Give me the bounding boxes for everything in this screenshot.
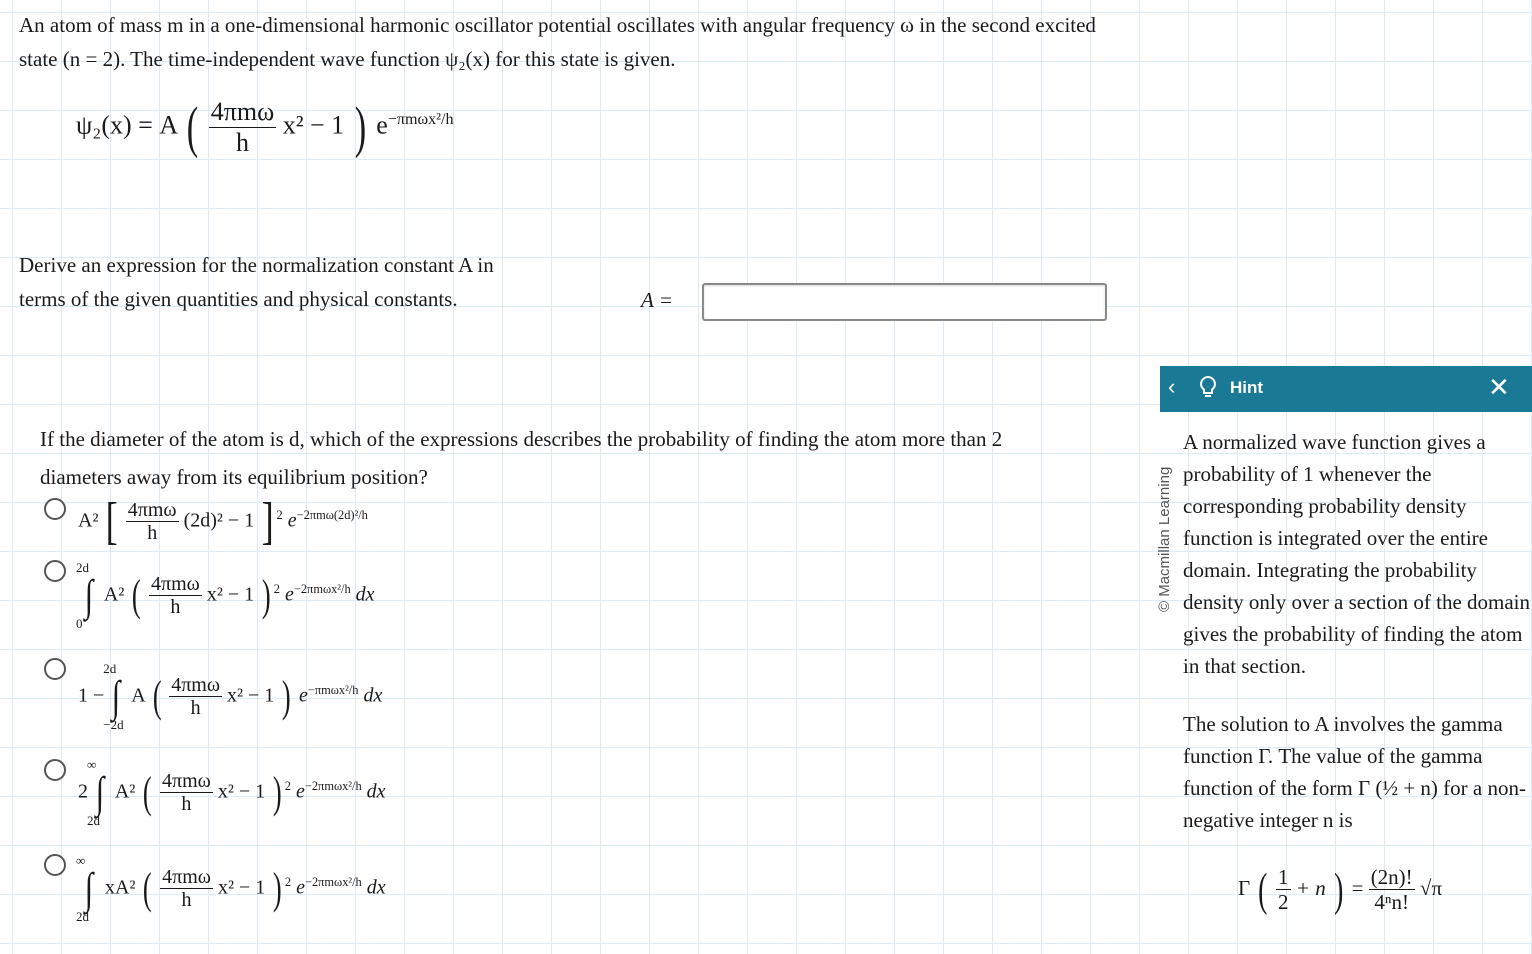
hint-back-button[interactable]: ‹	[1168, 374, 1176, 399]
opt4-power: 2	[284, 778, 291, 793]
opt2-num: 4πmω	[151, 573, 200, 595]
option-5-expression: ∞ ∫ 2d xA² ( $\frac{\text{4πmω}}{h}$ x² − 1 ) $^2$ $e^{-2\pi m\omega x^2/h}$ dx	[76, 853, 386, 924]
opt3-prefix: 1 −	[78, 684, 105, 707]
opt5-integral: ∞ ∫ 2d	[76, 853, 94, 924]
gamma-eq: =	[1351, 875, 1364, 900]
opt4-den: h	[181, 793, 192, 815]
gamma-half-den: 2	[1278, 890, 1289, 915]
opt4-paren-close: )	[273, 768, 282, 817]
gamma-half-num: 1	[1278, 865, 1289, 889]
opt3-upper: 2d	[103, 661, 117, 676]
gamma-formula	[1238, 866, 1442, 914]
opt2-pre: A²	[103, 583, 125, 606]
opt5-fraction	[160, 866, 213, 912]
option-1-expression: A² [ $\frac{\text{4πmω}}{h}$ (2d)² − 1 ] $^2$ $e^{-2\pi m\omega(2d)^2/h}$	[78, 493, 368, 550]
opt3-integral: 2d ∫ −2d	[103, 661, 124, 732]
opt4-upper: ∞	[87, 757, 97, 772]
opt4-pre: A²	[114, 780, 136, 803]
opt4-tail: dx	[366, 780, 386, 803]
hint-title: Hint	[1230, 378, 1264, 397]
question-text	[40, 420, 1140, 496]
opt1-fraction	[126, 499, 179, 545]
opt4-fraction	[160, 770, 213, 816]
opt3-pre: A	[131, 684, 145, 707]
option-radio-1[interactable]	[44, 498, 66, 520]
eq-exponent: −πmωx²/h	[387, 111, 454, 129]
opt1-power: 2	[276, 507, 283, 522]
opt2-tail: dx	[355, 583, 375, 606]
option-4-expression: 2 ∞ ∫ 2d A² ( $\frac{\text{4πmω}}{h}$ x² − 1 ) $^2$ $e^{-2\pi m\omega x^2/h}$ dx	[78, 757, 386, 828]
opt2-lower: 0	[76, 616, 83, 631]
opt5-inner: x² − 1	[217, 876, 266, 899]
opt5-upper: ∞	[76, 853, 86, 868]
macmillan-credit: © Macmillan Learning	[1156, 466, 1173, 612]
opt1-num: 4πmω	[127, 499, 177, 521]
opt1-den: h	[147, 522, 158, 544]
opt4-paren-open: (	[143, 768, 153, 817]
hint-paragraph-1: A normalized wave function gives a probability of 1 whenever the corresponding probability density function is integrated over the entire domain. Integrating the probability density only over a section of the domain gives the probability of finding the atom in that section.	[1183, 430, 1531, 678]
opt5-paren-close: )	[273, 864, 282, 913]
opt2-den: h	[170, 596, 181, 618]
opt2-upper: 2d	[76, 560, 89, 575]
opt3-fraction	[169, 674, 222, 720]
gamma-paren-open: (	[1258, 864, 1268, 916]
opt2-inner: x² − 1	[206, 583, 255, 606]
option-radio-5[interactable]	[44, 854, 66, 876]
option-radio-4[interactable]	[44, 759, 66, 781]
opt1-inner: (2d)² − 1	[183, 509, 255, 532]
opt1-bracket-open: [	[106, 493, 119, 550]
eq-frac-num: 4πmω	[210, 97, 275, 126]
hint-header	[1160, 366, 1532, 412]
wave-function-equation	[76, 96, 454, 160]
opt2-integral: 2d ∫ 0	[76, 560, 94, 631]
lightbulb-icon	[1198, 375, 1218, 406]
opt4-prefix: 2	[78, 780, 88, 803]
opt5-num: 4πmω	[162, 866, 211, 888]
gamma-rhs-num: (2n)!	[1370, 865, 1413, 889]
opt3-paren-close: )	[282, 672, 292, 721]
opt5-pre: xA²	[105, 876, 136, 899]
opt5-tail: dx	[366, 876, 386, 899]
gamma-half	[1276, 866, 1291, 914]
paren-open: (	[186, 96, 199, 160]
opt3-exp: −πmωx²/h	[307, 682, 359, 697]
opt5-paren-open: (	[143, 864, 153, 913]
opt3-paren-open: (	[152, 672, 162, 721]
opt1-bracket-close: ]	[261, 493, 274, 550]
opt2-paren-close: )	[262, 571, 271, 620]
opt5-den: h	[181, 889, 192, 911]
opt3-lower: −2d	[103, 717, 124, 732]
opt1-pre: A²	[78, 509, 99, 532]
gamma-rhs	[1369, 866, 1415, 914]
opt5-power: 2	[284, 874, 292, 889]
opt4-inner: x² − 1	[217, 780, 266, 803]
opt3-tail: dx	[363, 684, 383, 707]
answer-label: A =	[641, 288, 673, 312]
eq-frac-den: h	[235, 127, 249, 157]
opt5-exp: −2πmωx²/h	[304, 874, 362, 889]
opt4-exp: −2πmωx²/h	[304, 778, 362, 793]
option-radio-3[interactable]	[44, 658, 66, 680]
eq-fraction	[209, 98, 276, 157]
derive-text	[19, 248, 579, 316]
opt2-power: 2	[273, 581, 280, 596]
option-radio-2[interactable]	[44, 560, 66, 582]
gamma-symbol: Γ	[1238, 875, 1251, 900]
opt4-integral: ∞ ∫ 2d	[87, 757, 105, 828]
question-line-2: diameters away from its equilibrium position?	[40, 465, 428, 489]
opt3-num: 4πmω	[171, 674, 221, 696]
gamma-sqrt: √π	[1419, 875, 1443, 900]
option-3-expression: 1 − 2d ∫ −2d A ( $\frac{\text{4πmω}}{h}$ x² − 1 ) $e^{-\pi m\omega x^2/h}$ dx	[78, 661, 383, 732]
hint-body	[1183, 426, 1532, 836]
gamma-plus-n: + n	[1295, 875, 1326, 900]
intro-line-2: state (n = 2). The time-independent wave function ψ₂(x) for this state is given.	[19, 47, 676, 71]
opt3-inner: x² − 1	[227, 684, 275, 707]
option-2-expression: 2d ∫ 0 A² ( $\frac{\text{4πmω}}{h}$ x² − 1 ) $^2$ $e^{-2\pi m\omega x^2/h}$ dx	[76, 560, 375, 631]
opt4-num: 4πmω	[162, 770, 211, 792]
hint-paragraph-2: The solution to A involves the gamma function Γ. The value of the gamma function of the form Γ (½ + n) for a non-negative integer n is	[1183, 712, 1526, 832]
eq-lhs: ψ₂(x) = A	[76, 110, 177, 140]
paren-close: )	[354, 96, 366, 160]
opt1-exp: −2πmω(2d)²/h	[296, 507, 368, 522]
eq-mid: x² − 1	[282, 110, 345, 140]
opt2-exp: −2πmωx²/h	[293, 581, 351, 596]
opt2-paren-open: (	[132, 571, 142, 620]
eq-exp-base: e	[376, 110, 388, 140]
close-icon[interactable]: ✕	[1488, 372, 1510, 402]
opt3-den: h	[190, 697, 201, 719]
intro-text	[19, 8, 1169, 76]
answer-input[interactable]	[702, 283, 1107, 321]
derive-line-1: Derive an expression for the normalization constant A in	[19, 253, 494, 277]
question-line-1: If the diameter of the atom is d, which of the expressions describes the probability of finding the atom more than 2	[40, 427, 1003, 451]
opt5-lower: 2d	[76, 909, 89, 924]
opt4-lower: 2d	[87, 813, 100, 828]
gamma-paren-close: )	[1334, 864, 1344, 916]
gamma-rhs-den: 4ⁿn!	[1374, 890, 1409, 915]
opt2-fraction	[149, 573, 202, 619]
intro-line-1: An atom of mass m in a one-dimensional harmonic oscillator potential oscillates with angular frequency ω in the second excited	[19, 13, 1096, 37]
derive-line-2: terms of the given quantities and physical constants.	[19, 287, 458, 311]
